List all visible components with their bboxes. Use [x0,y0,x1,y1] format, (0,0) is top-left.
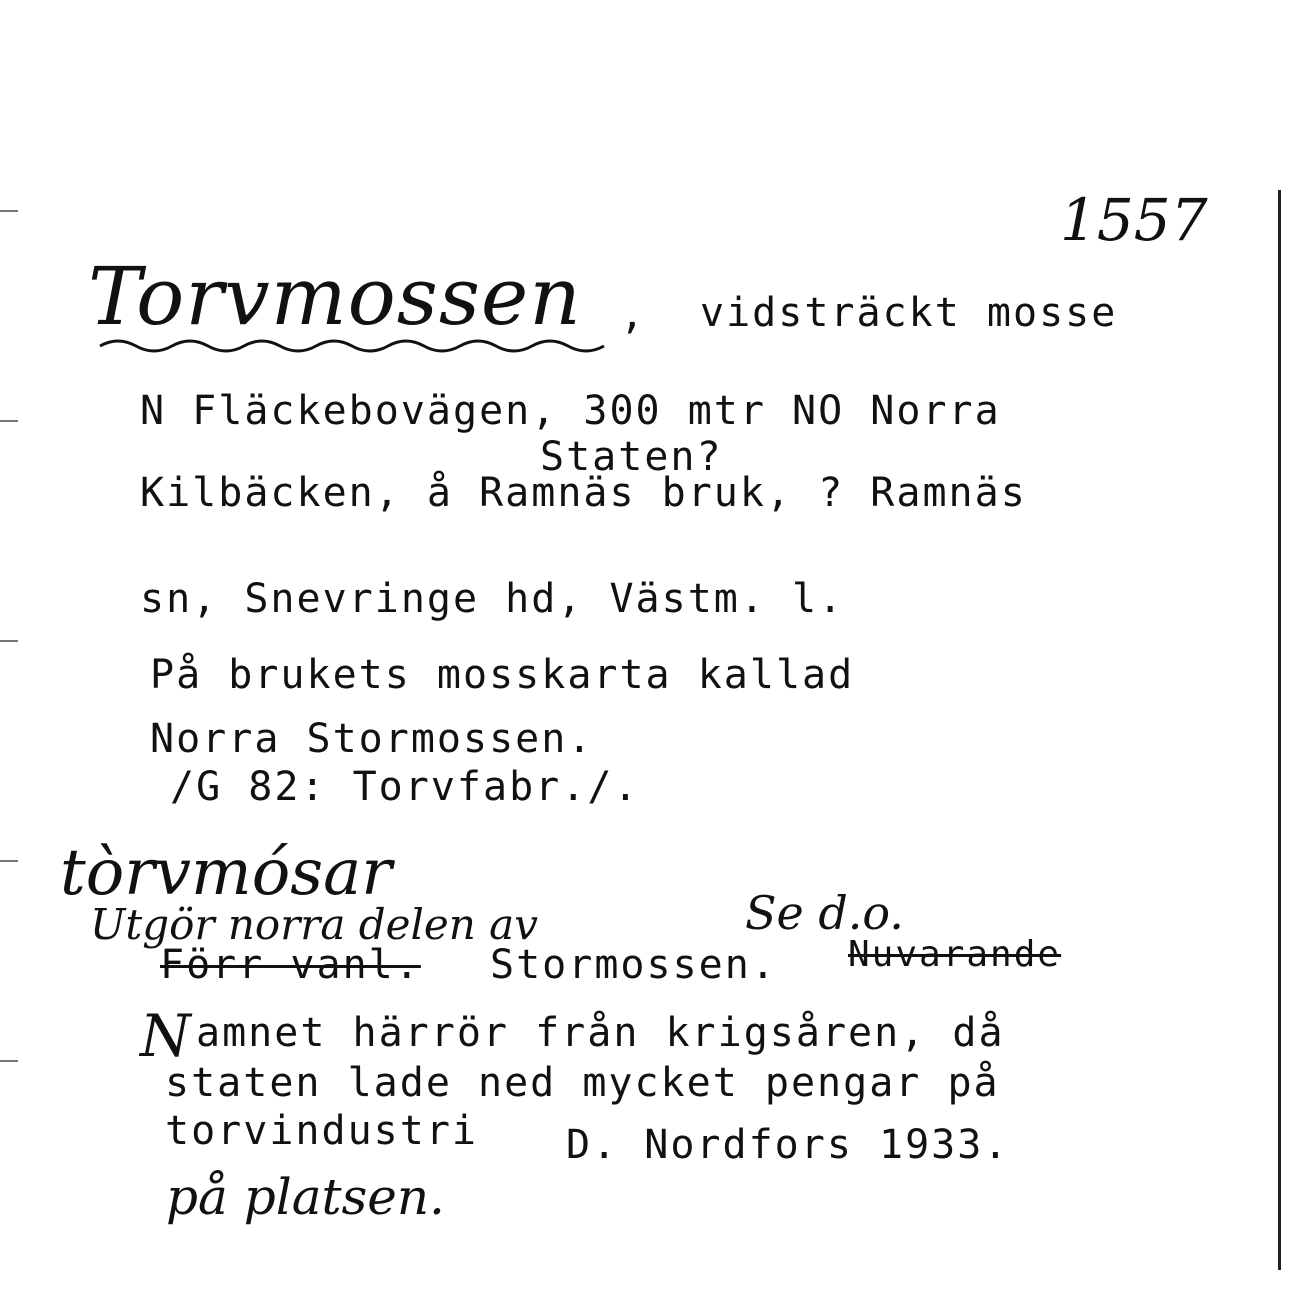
handwritten-initial: N [140,1002,191,1070]
entry-line-9: amnet härrör från krigsåren, då [196,1010,1005,1056]
headword: Torvmossen [88,250,582,343]
entry-line-1: vidsträckt mosse [700,290,1118,336]
handwritten-note: på platsen. [166,1168,445,1226]
margin-mark [0,640,18,642]
entry-insert: Staten? [540,434,723,480]
entry-line-7: /G 82: Torvfabr./. [170,764,640,810]
margin-mark [0,860,18,862]
pronunciation: tòrvmósar [60,836,392,910]
headword-underline [98,332,618,356]
handwritten-reference: Se d.o. [745,886,904,940]
entry-line-11: torvindustri [165,1108,478,1154]
entry-line-6: Norra Stormossen. [150,716,594,762]
entry-line-5: På brukets mosskarta kallad [150,652,855,698]
entry-line-8: Stormossen. [490,942,777,988]
entry-line-3: Kilbäcken, å Ramnäs bruk, ? Ramnäs [140,470,1027,516]
margin-mark [0,1060,18,1062]
entry-line-4: sn, Snevringe hd, Västm. l. [140,576,845,622]
headword-comma: , [620,292,647,338]
margin-mark [0,210,18,212]
signature: D. Nordfors 1933. [566,1122,1010,1168]
struck-text: Förr vanl. [160,942,421,988]
struck-text-2: Nuvarande [848,934,1062,975]
entry-line-2: N Fläckebovägen, 300 mtr NO Norra [140,388,1001,434]
card-right-edge [1278,190,1281,1270]
margin-mark [0,420,18,422]
entry-line-10: staten lade ned mycket pengar på [165,1060,1000,1106]
card-number: 1557 [1060,186,1208,254]
handwritten-insert: Utgör norra delen av [90,900,538,949]
